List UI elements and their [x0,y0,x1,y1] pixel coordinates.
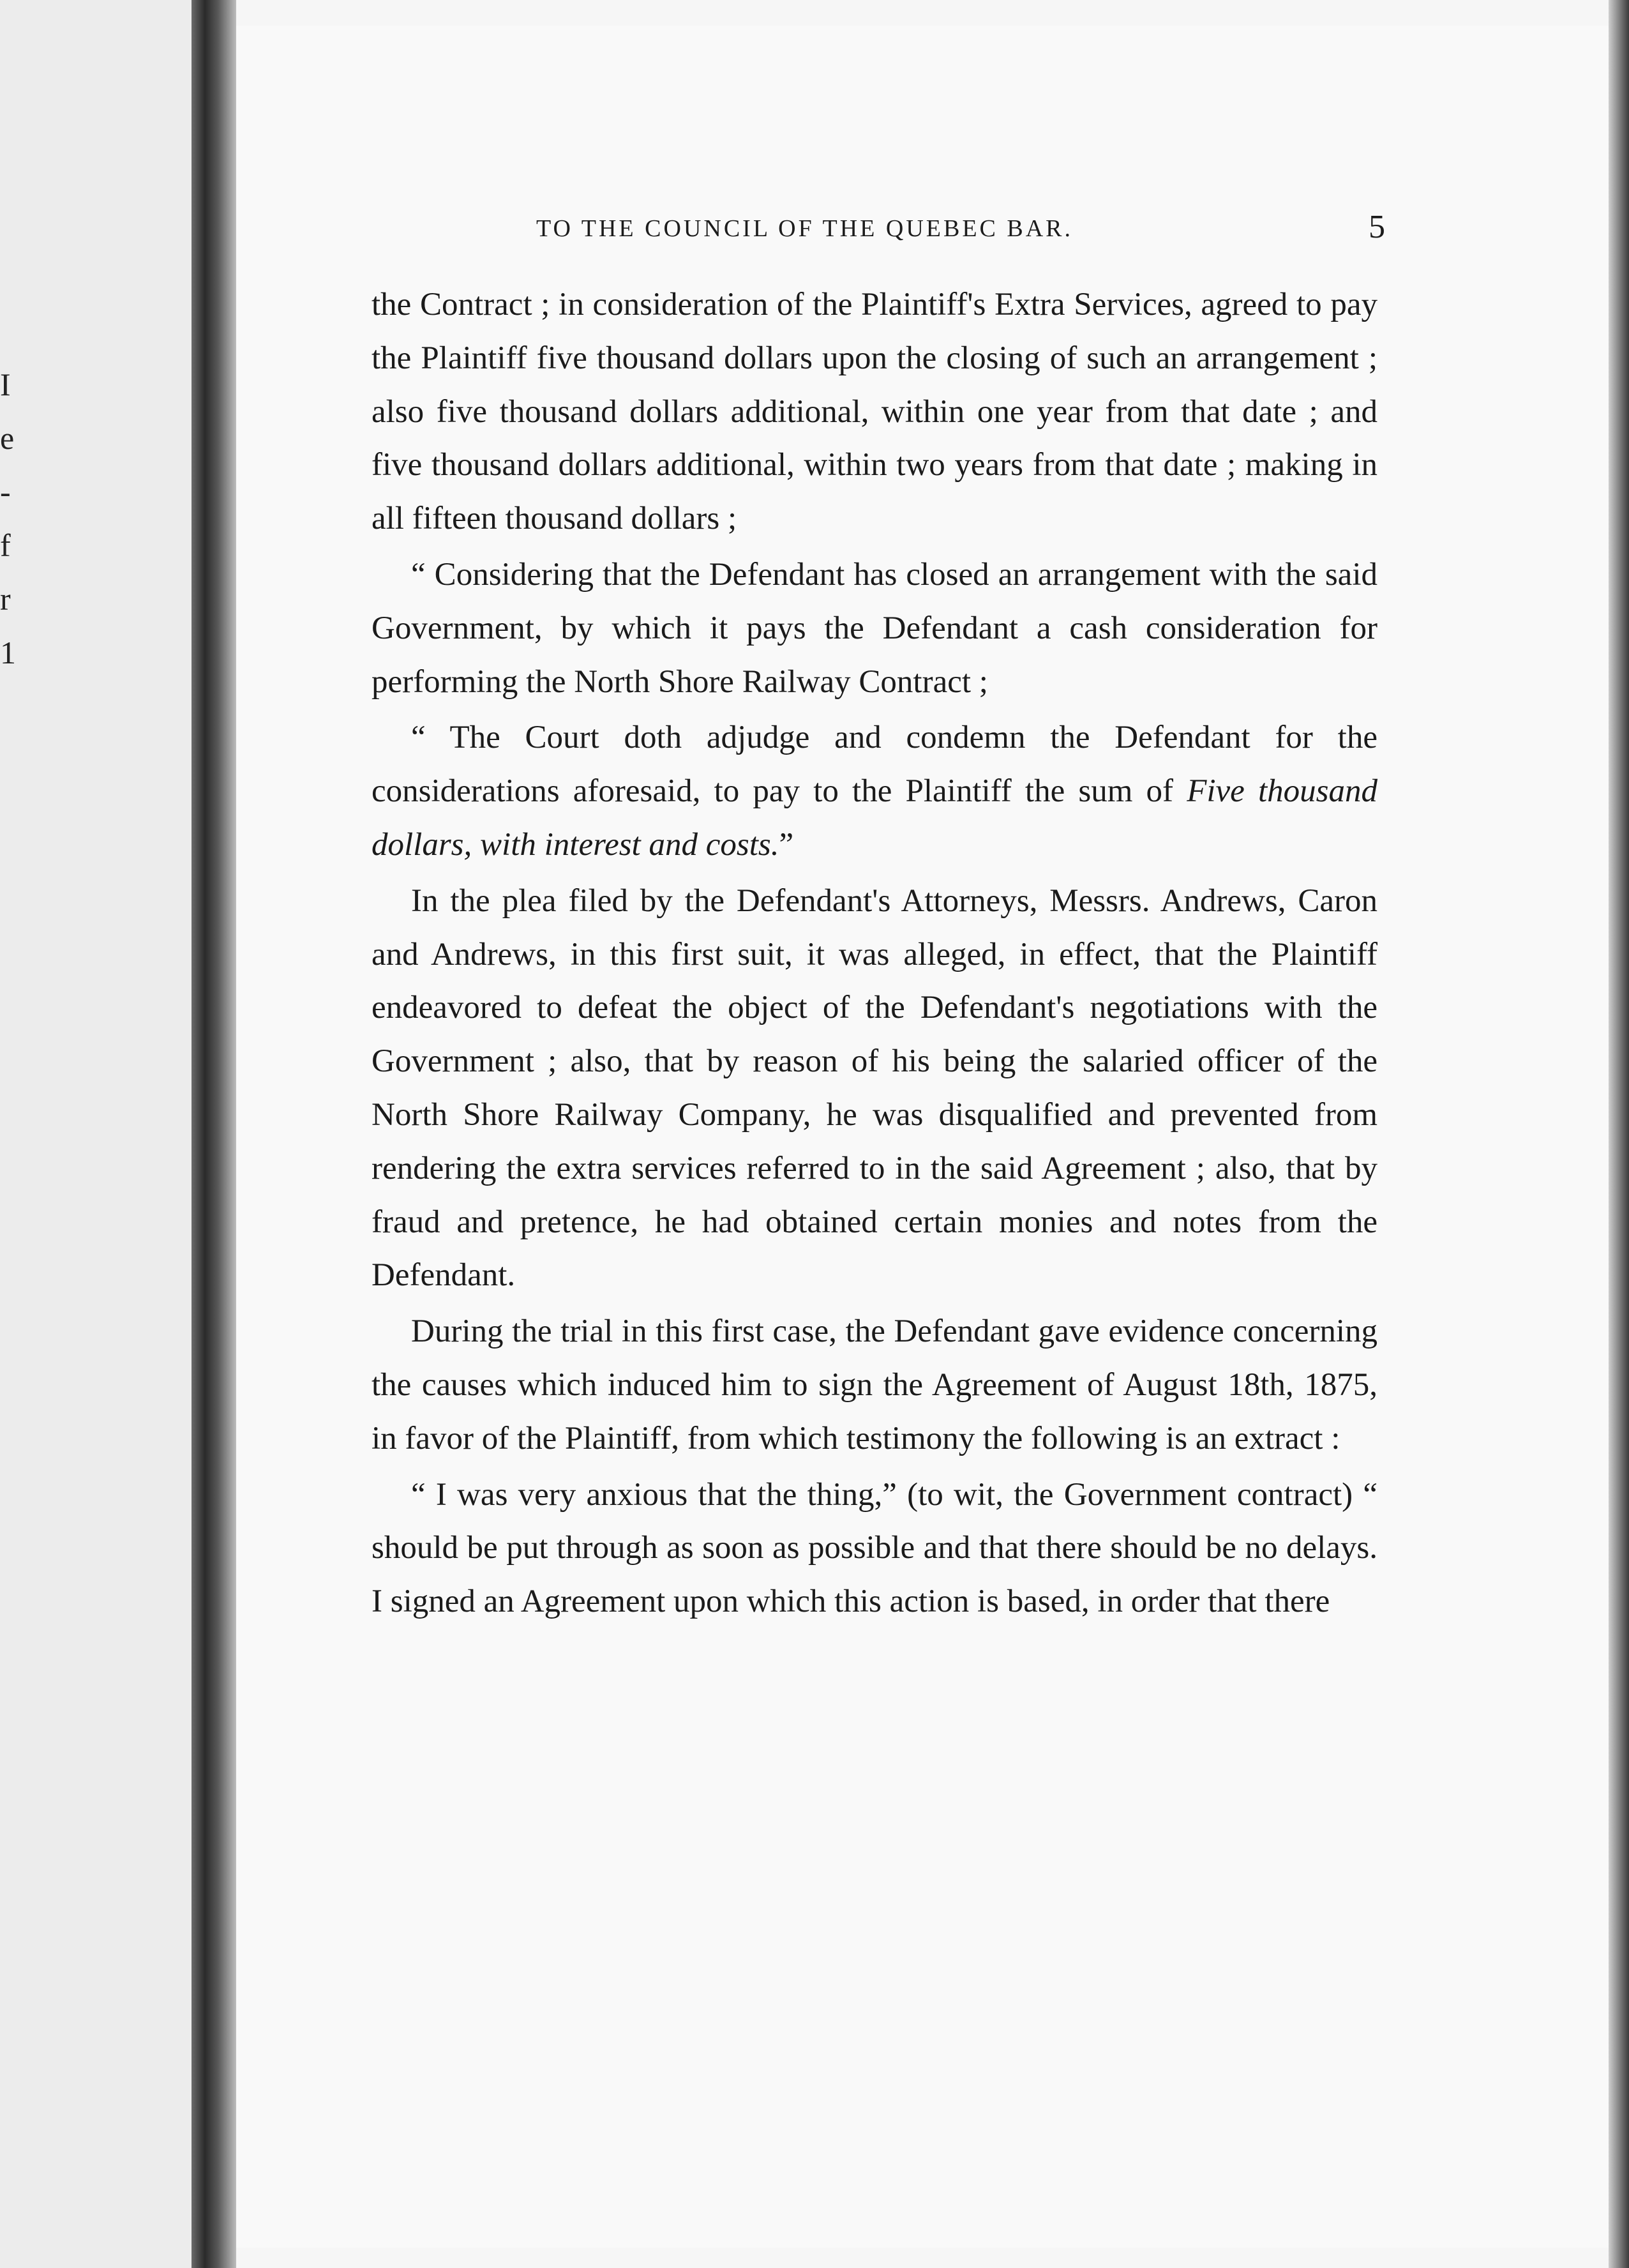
fragment: 1 [0,635,16,670]
previous-page-edge [0,0,191,2268]
paragraph-testimony-quote: “ I was very anxious that the thing,” (to wit, the Government contract) “ should be put through as soon as possible and that there should be no delays. I signed an Agreement upon which this action is based, in order that there [372,1476,1378,1620]
page-number: 5 [1369,209,1385,245]
judgment-text: “ The Court doth adjudge and condemn the Defendant for the considerations aforesaid, to pay to the Plaintiff the sum of [372,720,1378,810]
page-body [372,278,1378,1629]
closing-quote: ” [779,826,794,863]
paragraph-plea: In the plea filed by the Defendant's Attorneys, Messrs. Andrews, Caron and Andrews, in this first suit, it was alleged, in effect, that the Plaintiff endeavored to defeat the object of the Defendant's negotiations with the Government ; also, that by reason of his being the salaried officer of the North Shore Railway Company, he was disqualified and prevented from rendering the extra services referred to in the said Agreement ; also, that by fraud and pretence, he had obtained certain monies and notes from the Defendant. [372,882,1378,1294]
fragment: f [0,527,11,563]
fragment: I [0,367,11,402]
book-gutter-shadow [191,0,236,2268]
paragraph-quote-judgment [372,711,1378,872]
fragment: e [0,420,15,456]
running-header [536,208,1385,246]
paragraph-trial: During the trial in this first case, the Defendant gave evidence concerning the causes which induced him to sign the Agreement of August 18th, 1875, in favor of the Plaintiff, from which testimony the following is an extract : [372,1313,1378,1456]
judgment-italic-sum: Five thousand dollars, with interest and costs. [372,773,1378,863]
page-edge-shadow [1609,0,1629,2268]
previous-page-text-fragments [0,358,26,679]
paragraph-continuation: the Contract ; in consideration of the Plaintiff's Extra Services, agreed to pay the Plaintiff five thousand dollars upon the closing of such an arrangement ; also five thousand dollars additional, within one year from that date ; and five thousand dollars additional, within two years from that date ; making in all fifteen thousand dollars ; [372,287,1378,537]
running-header-title: TO THE COUNCIL OF THE QUEBEC BAR. [536,215,1074,242]
fragment: - [0,474,11,510]
paragraph-quote-considering: “ Considering that the Defendant has closed an arrangement with the said Government, by which it pays the Defendant a cash consideration for performing the North Shore Railway Contract ; [372,556,1378,700]
fragment: r [0,581,11,617]
